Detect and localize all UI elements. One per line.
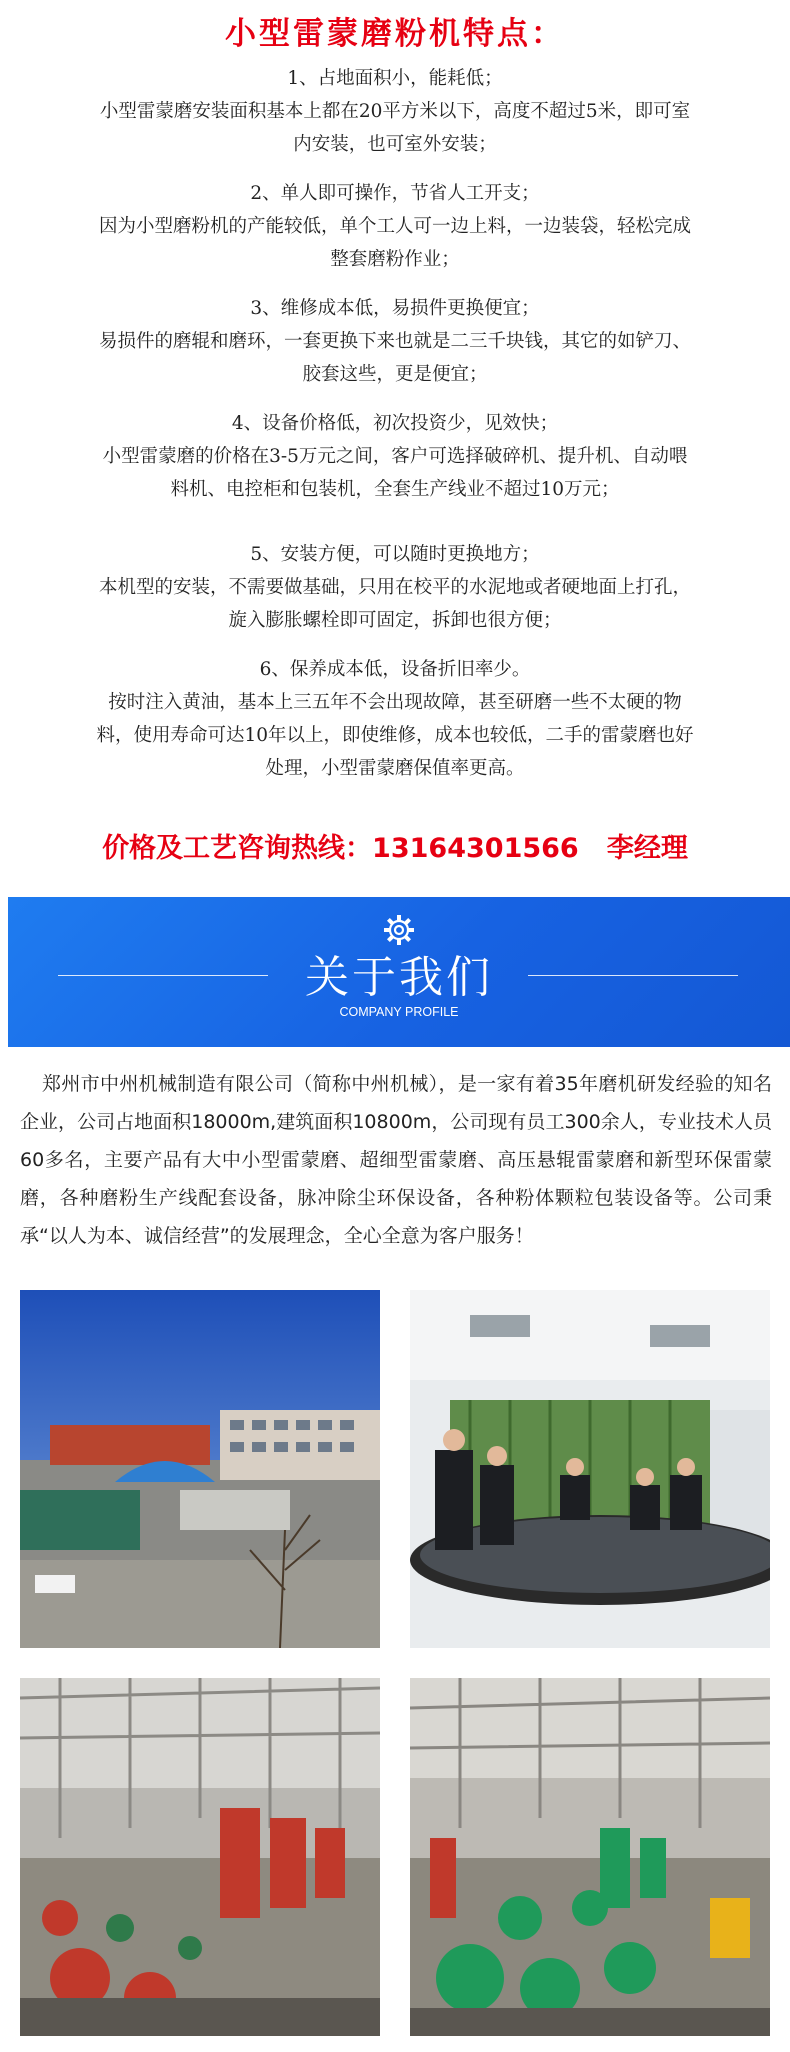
feature-item-6 <box>95 653 695 785</box>
workshop-photo-green <box>410 1678 770 2036</box>
banner-subheading: COMPANY PROFILE <box>339 1005 459 1019</box>
feature-description: 按时注入黄油，基本上三五年不会出现故障，甚至研磨一些不太硬的物料，使用寿命可达10年以上，即使维修，成本也较低，二手的雷蒙磨也好处理，小型雷蒙磨保值率更高。 <box>96 692 694 779</box>
meeting-room-photo <box>410 1290 770 1648</box>
feature-description: 本机型的安装，不需要做基础，只用在校平的水泥地或者硬地面上打孔，旋入膨胀螺栓即可固定，拆卸也很方便； <box>98 577 691 631</box>
feature-heading: 6、保养成本低，设备折旧率少。 <box>259 659 531 680</box>
feature-heading: 4、设备价格低，初次投资少，见效快； <box>231 413 559 434</box>
workshop-photo-red <box>20 1678 380 2036</box>
feature-description: 小型雷蒙磨的价格在3-5万元之间，客户可选择破碎机、提升机、自动喂料机、电控柜和包装机，全套生产线业不超过10万元； <box>102 446 688 500</box>
feature-heading: 5、安装方便，可以随时更换地方； <box>250 544 540 565</box>
feature-heading: 1、占地面积小，能耗低； <box>287 68 503 89</box>
feature-heading: 2、单人即可操作，节省人工开支； <box>250 183 540 204</box>
feature-description: 因为小型磨粉机的产能较低，单个工人可一边上料，一边装袋，轻松完成整套磨粉作业； <box>98 216 691 270</box>
factory-exterior-photo <box>20 1290 380 1648</box>
features-list <box>95 62 695 801</box>
feature-item-4 <box>95 407 695 506</box>
feature-item-1 <box>95 62 695 161</box>
feature-description: 易损件的磨辊和磨环，一套更换下来也就是二三千块钱，其它的如铲刀、胶套这些，更是便宜； <box>98 331 691 385</box>
company-description: 郑州市中州机械制造有限公司（简称中州机械），是一家有着35年磨机研发经验的知名企业，公司占地面积18000m,建筑面积10800m，公司现有员工300余人，专业技术人员60多名，主要产品有大中小型雷蒙磨、超细型雷蒙磨、高压悬辊雷蒙磨和新型环保雷蒙磨，各种磨粉生产线配套设备，脉冲除尘环保设备，各种粉体颗粒包装设备等。公司秉承“以人为本、诚信经营”的发展理念，全心全意为客户服务！ <box>20 1073 772 1247</box>
feature-heading: 3、维修成本低，易损件更换便宜； <box>250 298 540 319</box>
about-banner <box>8 897 790 1047</box>
hotline-text: 价格及工艺咨询热线：13164301566 李经理 <box>102 833 688 864</box>
feature-description: 小型雷蒙磨安装面积基本上都在20平方米以下，高度不超过5米，即可室内安装，也可室外安装； <box>99 101 691 155</box>
feature-item-5 <box>95 538 695 637</box>
banner-heading: 关于我们 <box>305 952 493 1003</box>
features-title: 小型雷蒙磨粉机特点： <box>225 16 565 52</box>
feature-item-2 <box>95 177 695 276</box>
feature-item-3 <box>95 292 695 391</box>
